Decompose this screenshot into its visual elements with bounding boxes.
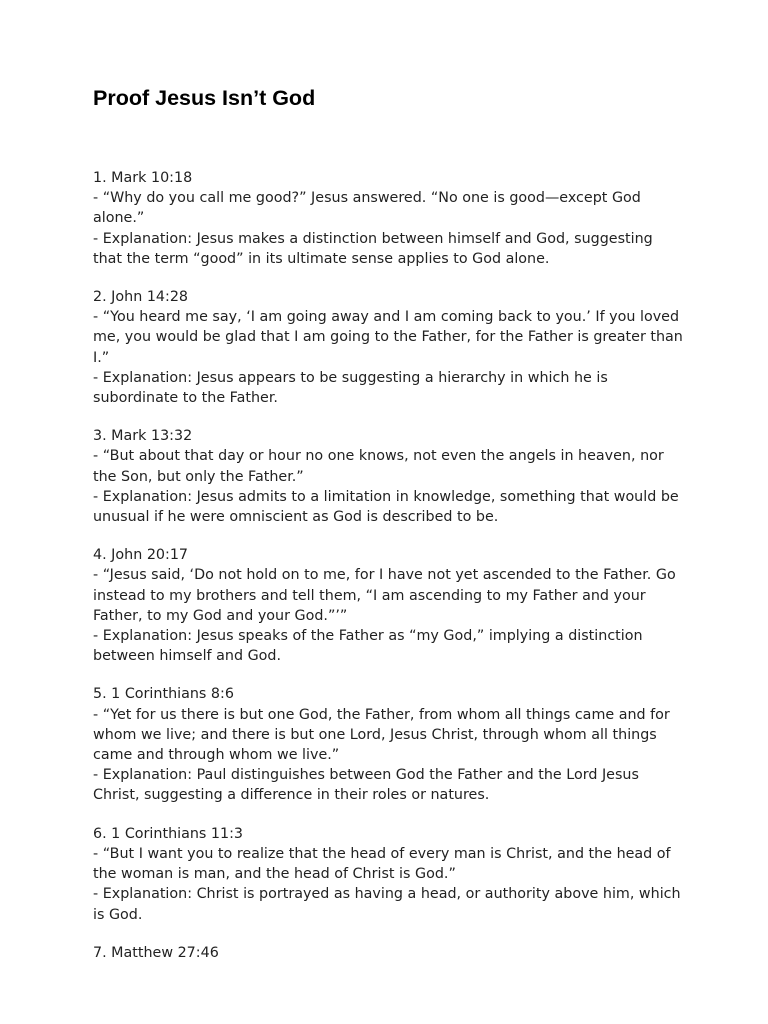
entry-6 bbox=[93, 824, 683, 925]
entry-quote: - “But I want you to realize that the head of every man is Christ, and the head of the woman is man, and the head of Christ is God.” bbox=[93, 845, 671, 883]
entry-heading: 5. 1 Corinthians 8:6 bbox=[93, 686, 234, 703]
entry-explanation: - Explanation: Paul distinguishes between God the Father and the Lord Jesus Christ, suggesting a difference in their roles or natures. bbox=[93, 767, 639, 804]
entry-explanation: - Explanation: Jesus makes a distinction between himself and God, suggesting that the term “good” in its ultimate sense applies to God alone. bbox=[93, 230, 653, 267]
entry-4 bbox=[93, 545, 683, 666]
entry-heading: 7. Matthew 27:46 bbox=[93, 944, 219, 961]
entry-heading: 2. John 14:28 bbox=[93, 289, 189, 306]
entry-list bbox=[93, 168, 683, 981]
entry-2 bbox=[93, 287, 683, 408]
entry-heading: 3. Mark 13:32 bbox=[93, 428, 193, 445]
entry-7 bbox=[93, 943, 683, 963]
entry-quote: - “Why do you call me good?” Jesus answered. “No one is good—except God alone.” bbox=[93, 190, 641, 227]
document-title: Proof Jesus Isn’t God bbox=[93, 86, 316, 110]
entry-quote: - “Jesus said, ‘Do not hold on to me, for I have not yet ascended to the Father. Go instead to my brothers and tell them, “I am ascending to my Father and your Father, to my God and your God.”’” bbox=[93, 567, 676, 624]
entry-explanation: - Explanation: Jesus speaks of the Father as “my God,” implying a distinction between himself and God. bbox=[93, 628, 643, 665]
entry-explanation: - Explanation: Christ is portrayed as having a head, or authority above him, which is God. bbox=[93, 886, 681, 923]
entry-3 bbox=[93, 426, 683, 527]
entry-quote: - “But about that day or hour no one knows, not even the angels in heaven, nor the Son, but only the Father.” bbox=[93, 448, 664, 485]
entry-heading: 4. John 20:17 bbox=[93, 547, 189, 564]
entry-5 bbox=[93, 684, 683, 805]
entry-heading: 6. 1 Corinthians 11:3 bbox=[93, 825, 244, 842]
entry-quote: - “Yet for us there is but one God, the Father, from whom all things came and for whom we live; and there is but one Lord, Jesus Christ, through whom all things came and through whom we live.” bbox=[93, 706, 670, 764]
entry-heading: 1. Mark 10:18 bbox=[93, 170, 193, 186]
entry-explanation: - Explanation: Jesus admits to a limitation in knowledge, something that would be unusual if he were omniscient as God is described to be. bbox=[93, 488, 679, 526]
entry-explanation: - Explanation: Jesus appears to be suggesting a hierarchy in which he is subordinate to the Father. bbox=[93, 369, 608, 407]
entry-quote: - “You heard me say, ‘I am going away and I am coming back to you.’ If you loved me, you would be glad that I am going to the Father, for the Father is greater than I.” bbox=[93, 309, 683, 366]
entry-1 bbox=[93, 168, 683, 269]
